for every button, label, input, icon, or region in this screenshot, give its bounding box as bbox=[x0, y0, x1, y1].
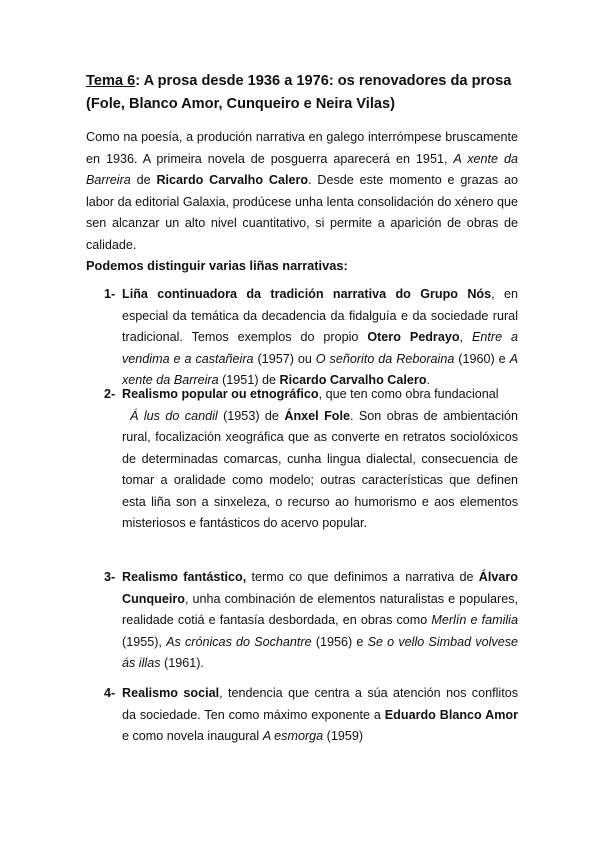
item-text: (1955), bbox=[122, 634, 167, 649]
item-text: , en especial da temática da decadencia da fidalguía e da sociedade rural tradicional. Temos exemplos do propio bbox=[122, 287, 518, 344]
intro-book-title: A xente da Barreira bbox=[86, 151, 518, 187]
item-author: Álvaro Cunqueiro bbox=[122, 570, 518, 606]
list-item-number: 2- bbox=[104, 387, 116, 401]
tema-label: Tema 6 bbox=[86, 73, 136, 89]
item-text: (1956) e bbox=[311, 634, 368, 649]
item-text: e como novela inaugural bbox=[122, 729, 263, 743]
item-text: , unha combinación de elementos naturalistas e populares, realidade cotiá e fantasía desbordada, en obras como bbox=[122, 591, 518, 627]
list-item-number: 3- bbox=[104, 570, 116, 584]
intro-text: de bbox=[130, 173, 157, 187]
list-item-number: 4- bbox=[104, 686, 116, 700]
item-book-title: O señorito da Reboraina bbox=[315, 351, 455, 366]
item-book-title: Á lus do candil bbox=[130, 408, 218, 423]
item-text: . bbox=[426, 373, 431, 387]
item-heading: Realismo social bbox=[122, 686, 220, 700]
intro-paragraph bbox=[86, 127, 518, 256]
item-author: Eduardo Blanco Amor bbox=[384, 707, 518, 722]
page-title bbox=[86, 70, 526, 116]
item-book-title: A esmorga bbox=[262, 729, 324, 743]
item-heading: Liña continuadora da tradición narrativa do Grupo Nós bbox=[122, 287, 492, 301]
item-author: Otero Pedrayo bbox=[367, 330, 460, 344]
item-book-title: As crónicas do Sochantre bbox=[166, 634, 312, 649]
item-book-title: Entre a vendima e a castañeira bbox=[122, 330, 518, 366]
intro-text: . Desde este momento e grazas ao labor da editorial Galaxia, prodúcese unha lenta consolidación do xénero que sen alcanzar un alto nivel cuantitativo, si permite a aparición de obras de calidade. bbox=[86, 173, 518, 252]
intro-text: Como na poesía, a produción narrativa en galego interrómpese bruscamente en 1936. A primeira novela de posguerra aparecerá en 1951, bbox=[86, 130, 518, 166]
item-text: (1960) e bbox=[454, 351, 510, 366]
list-item bbox=[104, 284, 518, 392]
list-item bbox=[104, 384, 518, 535]
item-text: termo co que definimos a narrativa de bbox=[246, 570, 479, 584]
item-text: , tendencia que centra a súa atención nos conflitos da sociedade. Ten como máximo exponente a bbox=[122, 686, 518, 722]
title-text: : A prosa desde 1936 a 1976: os renovadores da prosa bbox=[135, 73, 512, 89]
item-text: (1953) de bbox=[217, 408, 285, 423]
item-text: , que ten como obra fundacional bbox=[318, 387, 499, 401]
title-subtitle: (Fole, Blanco Amor, Cunqueiro e Neira Vilas) bbox=[86, 96, 395, 112]
item-text: (1959) bbox=[323, 729, 364, 743]
item-text: . Son obras de ambientación rural, focalización xeográfica que as converte en retratos sociolóxicos de determinadas comarcas, cunha lingua dialectal, consecuencia de tomar a oralidade como modelo; outras características que definen esta liña son a sinxeleza, o recurso ao humorismo e aos elementos misteriosos e fantásticos do acervo popular. bbox=[122, 408, 518, 530]
list-item bbox=[104, 683, 518, 748]
item-heading: Realismo fantástico, bbox=[122, 570, 247, 584]
item-book-title: Merlín e familia bbox=[431, 613, 518, 627]
intro-author: Ricardo Carvalho Calero bbox=[156, 173, 309, 187]
item-book-title: A xente da Barreira bbox=[122, 351, 519, 387]
list-item bbox=[104, 567, 518, 675]
item-text: , bbox=[459, 330, 472, 344]
item-author: Ánxel Fole bbox=[284, 408, 350, 423]
item-book-title: Se o vello Simbad volvese ás illas bbox=[122, 634, 518, 670]
item-author: Ricardo Carvalho Calero bbox=[279, 373, 427, 387]
list-item-number: 1- bbox=[104, 287, 116, 301]
item-text: (1951) de bbox=[218, 373, 280, 387]
item-heading: Realismo popular ou etnográfico bbox=[122, 387, 319, 401]
item-text: (1957) ou bbox=[253, 351, 316, 366]
narrative-lines-lead: Podemos distinguir varias liñas narrativas: bbox=[86, 258, 348, 273]
item-text: (1961). bbox=[160, 656, 204, 670]
